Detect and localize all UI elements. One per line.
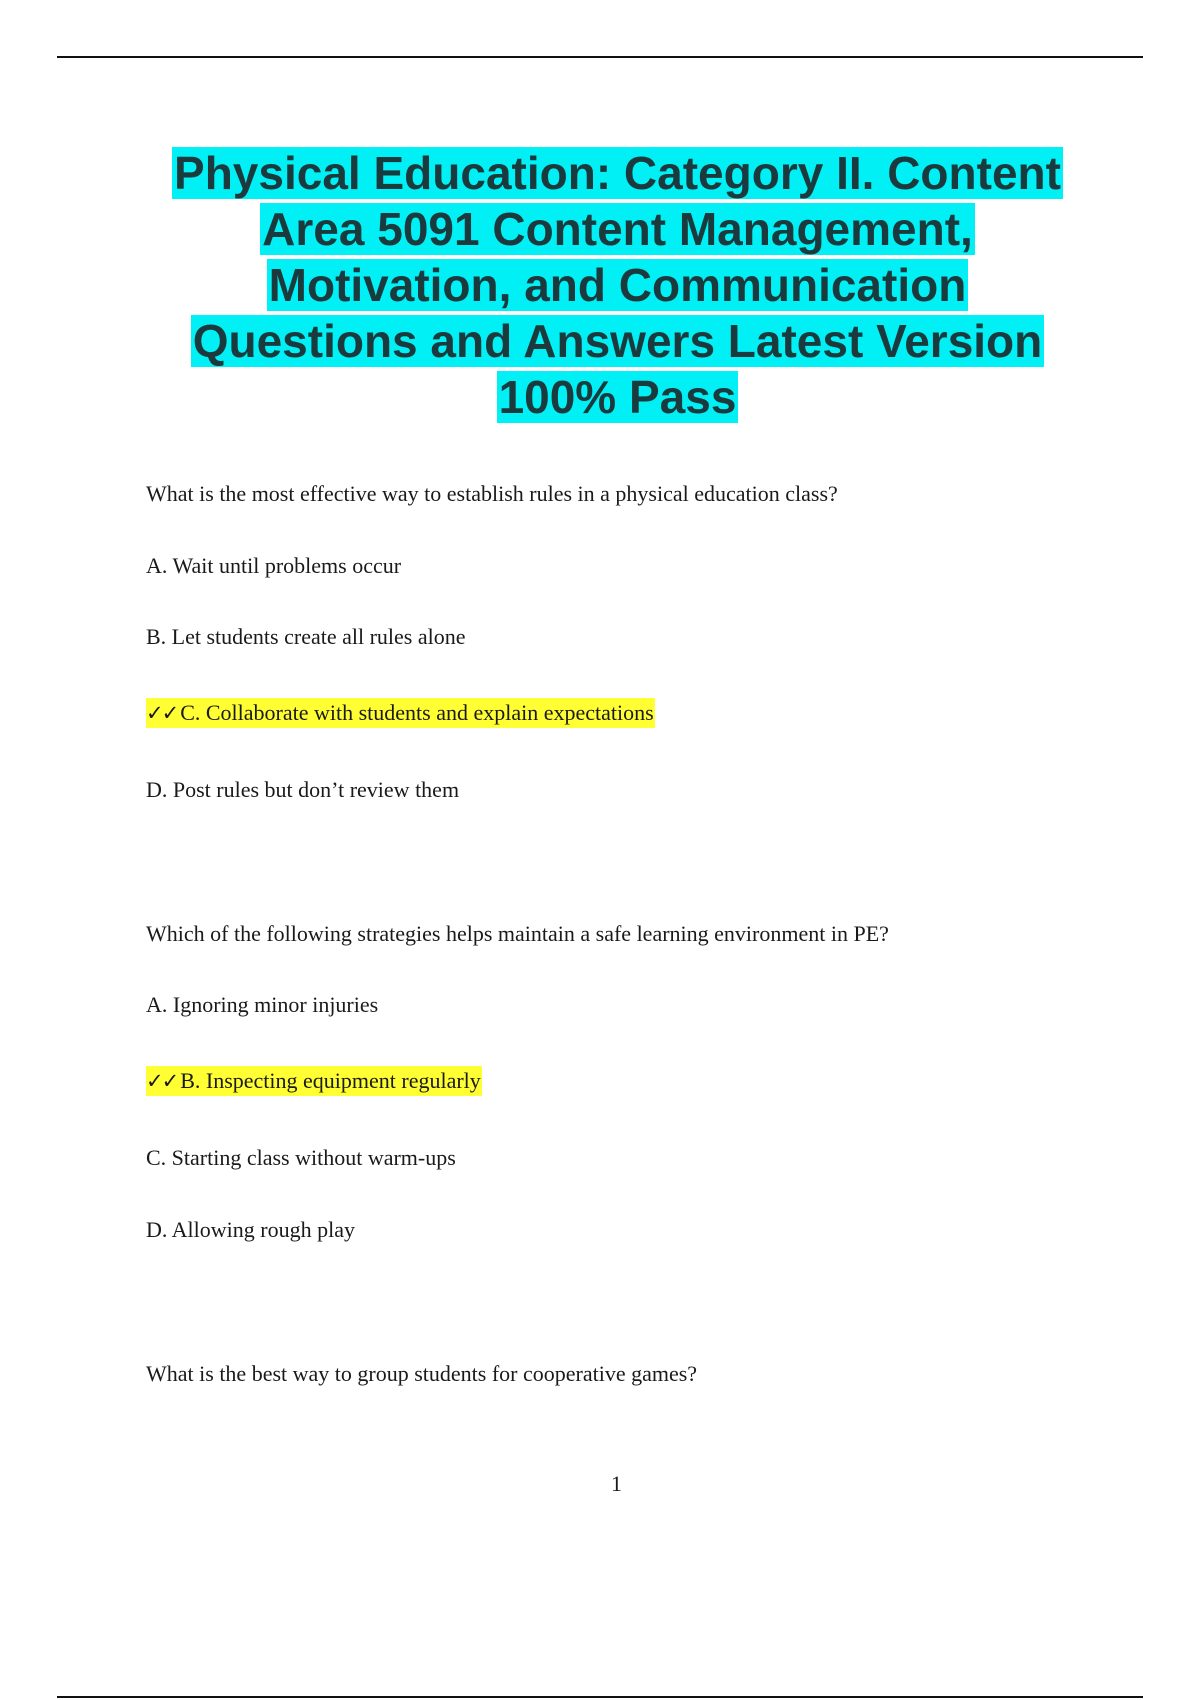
option-text: B. Inspecting equipment regularly xyxy=(180,1068,481,1093)
question-1-text: What is the most effective way to establish rules in a physical education class? xyxy=(146,481,838,506)
question-1-option-c-correct xyxy=(146,699,655,727)
question-2-text: Which of the following strategies helps maintain a safe learning environment in PE? xyxy=(146,921,889,946)
question-1-option-a: A. Wait until problems occur xyxy=(146,553,402,578)
question-2-option-a: A. Ignoring minor injuries xyxy=(146,992,379,1017)
question-1-option-d: D. Post rules but don’t review them xyxy=(146,777,460,802)
question-2-option-d: D. Allowing rough play xyxy=(146,1217,355,1242)
double-check-icon: ✓✓ xyxy=(146,1069,178,1093)
double-check-icon: ✓✓ xyxy=(146,701,178,725)
title-line-2: Area 5091 Content Management, xyxy=(262,203,973,255)
page-number: 1 xyxy=(611,1471,622,1496)
title-line-4: Questions and Answers Latest Version xyxy=(192,315,1043,367)
title-line-3: Motivation, and Communication xyxy=(268,259,967,311)
document-title xyxy=(110,145,1125,425)
correct-answer-highlight xyxy=(146,698,655,728)
question-2-option-b-correct xyxy=(146,1067,482,1095)
question-1-option-b: B. Let students create all rules alone xyxy=(146,624,466,649)
title-line-5: 100% Pass xyxy=(498,371,737,423)
title-line-1: Physical Education: Category II. Content xyxy=(174,147,1061,199)
option-text: C. Collaborate with students and explain expectations xyxy=(180,700,654,725)
top-rule xyxy=(57,56,1143,58)
correct-answer-highlight xyxy=(146,1066,482,1096)
question-3-text: What is the best way to group students for cooperative games? xyxy=(146,1361,698,1386)
question-2-option-c: C. Starting class without warm-ups xyxy=(146,1145,456,1170)
bottom-rule xyxy=(57,1696,1143,1698)
